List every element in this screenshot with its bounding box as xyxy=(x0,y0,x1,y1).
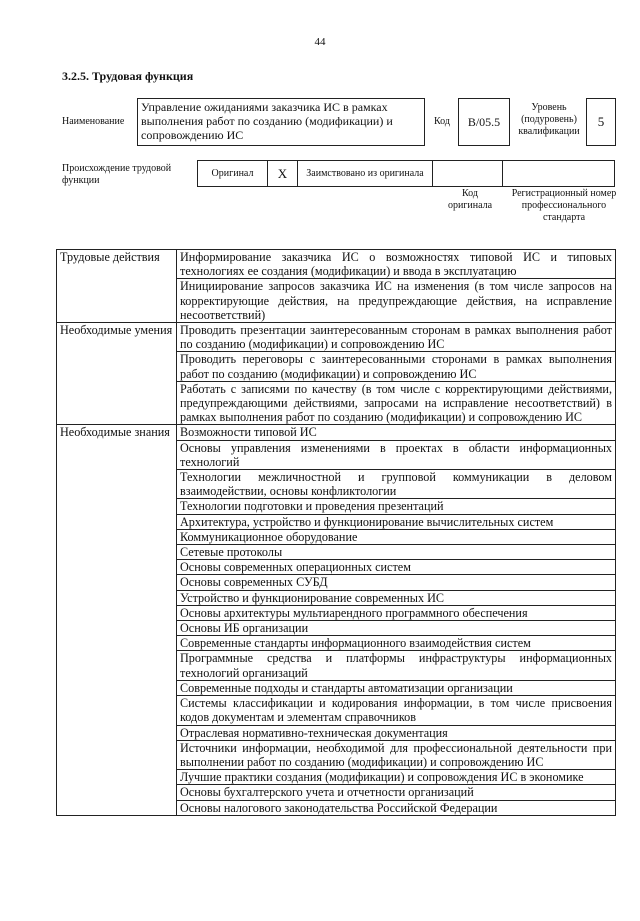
item-cell: Архитектура, устройство и функционирование вычислительных систем xyxy=(177,514,616,529)
item-cell: Современные стандарты информационного взаимодействия систем xyxy=(177,636,616,651)
item-cell: Устройство и функционирование современных ИС xyxy=(177,590,616,605)
item-cell: Основы ИБ организации xyxy=(177,621,616,636)
item-cell: Информирование заказчика ИС о возможностях типовой ИС и типовых технологиях ее создания (модификации) и ввода в эксплуатацию xyxy=(177,250,616,279)
table-row xyxy=(57,250,616,279)
code-original-cell xyxy=(432,160,502,187)
origin-row xyxy=(197,160,615,187)
item-cell: Лучшие практики создания (модификации) и сопровождения ИС в экономике xyxy=(177,770,616,785)
item-cell: Основы налогового законодательства Российской Федерации xyxy=(177,800,616,815)
origin-label: Происхождение трудовой функции xyxy=(62,163,172,186)
item-cell: Источники информации, необходимой для профессиональной деятельности при выполнении работ по созданию (модификации) и сопровождению ИС xyxy=(177,740,616,769)
level-label: Уровень (подуровень) квалификации xyxy=(518,102,580,137)
item-cell: Инициирование запросов заказчика ИС на изменения (в том числе запросов на корректирующие действия, на предупреждающие действия, на исправление несоответствий) xyxy=(177,279,616,323)
page-number: 44 xyxy=(314,36,326,48)
item-cell: Технологии межличностной и групповой коммуникации в деловом взаимодействии, основы конфликтологии xyxy=(177,470,616,499)
reg-number-cell xyxy=(502,160,615,187)
table-row xyxy=(57,323,616,352)
item-cell: Современные подходы и стандарты автоматизации организации xyxy=(177,680,616,695)
code-label: Код xyxy=(434,116,450,127)
item-cell: Технологии подготовки и проведения презентаций xyxy=(177,499,616,514)
item-cell: Основы бухгалтерского учета и отчетности организаций xyxy=(177,785,616,800)
function-name-box: Управление ожиданиями заказчика ИС в рамках выполнения работ по созданию (модификации) и сопровождению ИС xyxy=(137,98,425,146)
item-cell: Проводить переговоры с заинтересованными сторонами в рамках выполнения работ по созданию (модификации) и сопровождению ИС xyxy=(177,352,616,381)
item-cell: Основы архитектуры мультиарендного программного обеспечения xyxy=(177,605,616,620)
item-cell: Системы классификации и кодирования информации, в том числе присвоения кодов документам и элементам справочников xyxy=(177,696,616,725)
item-cell: Сетевые протоколы xyxy=(177,545,616,560)
borrowed-label-cell: Заимствовано из оригинала xyxy=(297,160,432,187)
section-title: 3.2.5. Трудовая функция xyxy=(62,69,194,83)
level-value-box: 5 xyxy=(586,98,616,146)
code-value-box: B/05.5 xyxy=(458,98,510,146)
original-label-cell: Оригинал xyxy=(197,160,267,187)
code-original-label: Код оригинала xyxy=(447,188,493,211)
category-cell: Необходимые знания xyxy=(57,425,177,815)
item-cell: Основы современных СУБД xyxy=(177,575,616,590)
name-label: Наименование xyxy=(62,116,125,127)
category-cell: Необходимые умения xyxy=(57,323,177,425)
item-cell: Основы современных операционных систем xyxy=(177,560,616,575)
reg-number-label: Регистрационный номер профессионального стандарта xyxy=(511,188,617,223)
item-cell: Основы управления изменениями в проектах в области информационных технологий xyxy=(177,440,616,469)
function-details-table xyxy=(56,249,616,816)
original-mark-cell: X xyxy=(267,160,297,187)
item-cell: Отраслевая нормативно-техническая документация xyxy=(177,725,616,740)
item-cell: Программные средства и платформы инфраструктуры информационных технологий организаций xyxy=(177,651,616,680)
item-cell: Возможности типовой ИС xyxy=(177,425,616,440)
item-cell: Коммуникационное оборудование xyxy=(177,529,616,544)
category-cell: Трудовые действия xyxy=(57,250,177,323)
table-row xyxy=(57,425,616,440)
item-cell: Проводить презентации заинтересованным сторонам в рамках выполнения работ по созданию (модификации) и сопровождению ИС xyxy=(177,323,616,352)
item-cell: Работать с записями по качеству (в том числе с корректирующими действиями, предупреждающими действиями, запросами на исправление несоответствий) в рамках выполнения работ по созданию (модификации) и сопровождению ИС xyxy=(177,381,616,425)
